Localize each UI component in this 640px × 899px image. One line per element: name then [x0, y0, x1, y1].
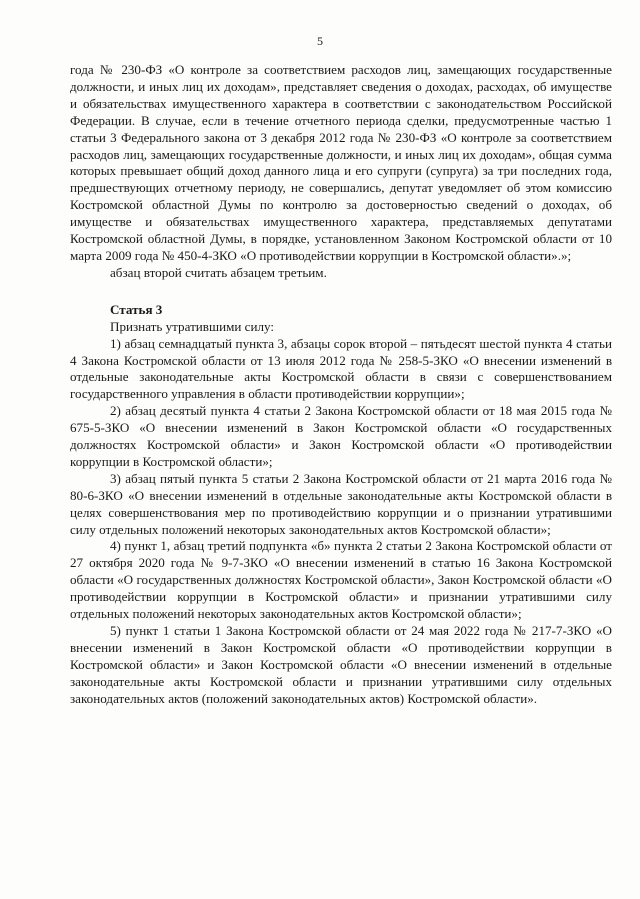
article-3-item-2: 2) абзац десятый пункта 4 статьи 2 Закона Костромской области от 18 мая 2015 года № 675-5-ЗКО «О внесении изменений в Закон Костромской области «О государственных должностях Костромской области» и Закон Костромской области «О противодействии коррупции в Костромской области»; — [70, 403, 612, 469]
intro-paragraph: года № 230-ФЗ «О контроле за соответствием расходов лиц, замещающих государственные должности, и иных лиц их доходам», представляет сведения о доходах, расходах, об имуществе и обязательствах имущественного характера в соответствии с законодательством Российской Федерации. В случае, если в течение отчетного периода сделки, предусмотренные частью 1 статьи 3 Федерального закона от 3 декабря 2012 года № 230-ФЗ «О контроле за соответствием расходов лиц, замещающих государственные должности, и иных лиц их доходам», общая сумма которых превышает общий доход данного лица и его супруги (супруга) за три последних года, предшествующих отчетному периоду, не совершались, депутат уведомляет об этом комиссию Костромской областной Думы по контролю за достоверностью сведений о доходах, об имуществе и обязательствах имущественного характера, представляемых депутатами Костромской областной Думы, в порядке, установленном Законом Костромской области от 10 марта 2009 года № 450-4-ЗКО «О противодействии коррупции в Костромской области».»; — [70, 62, 612, 263]
article-3-item-1: 1) абзац семнадцатый пункта 3, абзацы сорок второй – пятьдесят шестой пункта 4 статьи 4 Закона Костромской области от 13 июля 2012 года № 258-5-ЗКО «О внесении изменений в отдельные законодательные акты Костромской области в связи с совершенствованием государственного управления в области противодействии коррупции»; — [70, 335, 612, 402]
page-number: 5 — [317, 34, 323, 48]
document-body — [70, 62, 612, 708]
article-3-item-4: 4) пункт 1, абзац третий подпункта «б» пункта 2 статьи 2 Закона Костромской области от 27 октября 2020 года № 9-7-ЗКО «О внесении изменений в статью 16 Закона Костромской области «О государственных должностях Костромской области», Закон Костромской области «О противодействии коррупции в Костромской области» и признании утратившими силу отдельных положений некоторых законодательных актов Костромской области»; — [70, 538, 612, 622]
article-3-item-3: 3) абзац пятый пункта 5 статьи 2 Закона Костромской области от 21 марта 2016 года № 80-6-ЗКО «О внесении изменений в отдельные законодательные акты Костромской области в целях совершенствования мер по противодействию коррупции и о признании утратившими силу отдельных положений некоторых законодательных актов Костромской области»; — [70, 470, 612, 537]
article-3-heading: Статья 3 — [110, 301, 163, 317]
article-3-item-5: 5) пункт 1 статьи 1 Закона Костромской области от 24 мая 2022 года № 217-7-ЗКО «О внесении изменений в Закон Костромской области «О противодействии коррупции в Костромской области» и Закон Костромской области «О внесении изменений в отдельные законодательные акты Костромской области и признании утратившими силу отдельных законодательных актов (положений законодательных актов) Костромской области». — [70, 623, 612, 706]
article-3-lead: Признать утратившими силу: — [110, 318, 275, 334]
intro-note: абзац второй считать абзацем третьим. — [110, 264, 327, 280]
